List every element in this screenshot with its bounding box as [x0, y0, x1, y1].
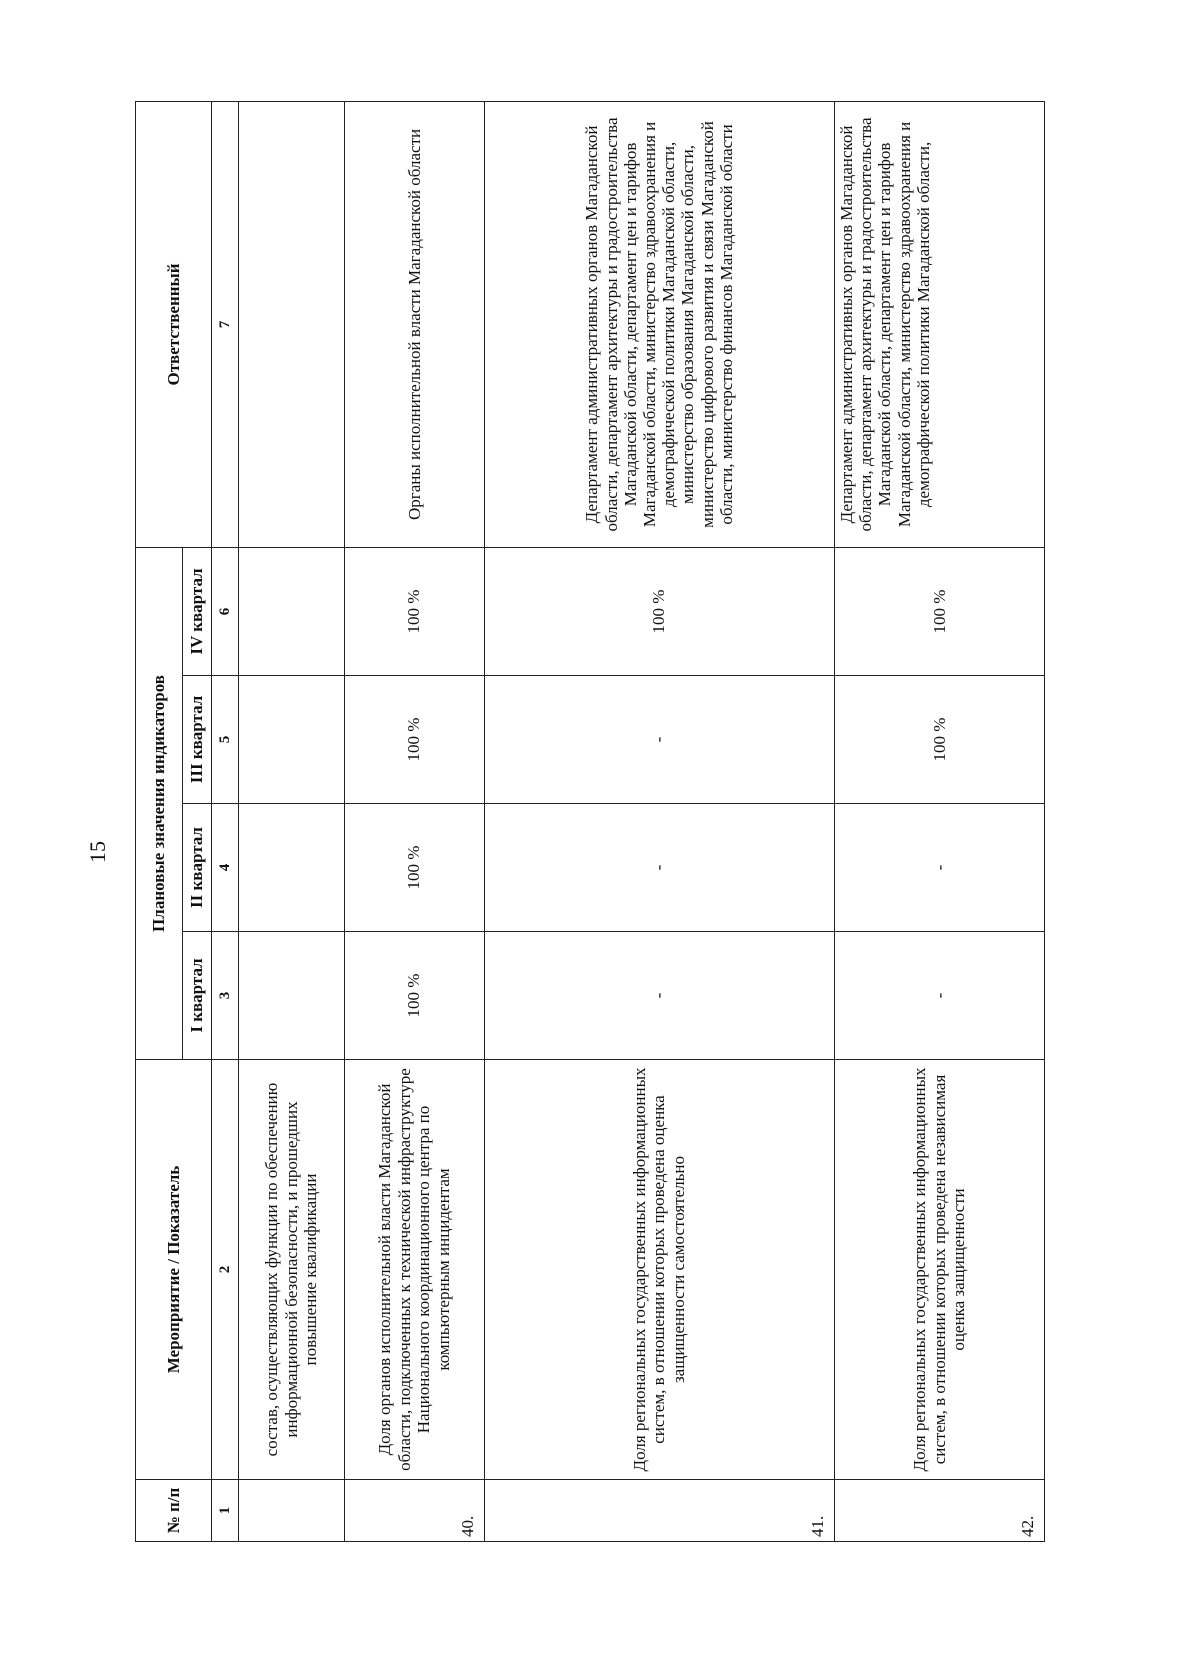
col-number: 3 — [212, 932, 239, 1060]
row-event: Доля региональных государственных информационных систем, в отношении которых проведена оценка защищенности самостоятельно — [484, 1060, 835, 1480]
row-event: Доля органов исполнительной власти Магаданской области, подключенных к технической инфраструктуре Национального координационного центра по компьютерным инцидентам — [344, 1060, 484, 1480]
rotated-table-container — [135, 102, 1045, 1542]
table-row — [484, 101, 835, 1541]
col-number: 1 — [212, 1480, 239, 1542]
row-q4: 100 % — [835, 547, 1045, 675]
row-q2: - — [484, 804, 835, 932]
row-q1: - — [484, 932, 835, 1060]
row-responsible: Органы исполнительной власти Магаданской области — [344, 101, 484, 547]
column-number-row — [212, 101, 239, 1541]
row-event: состав, осуществляющих функции по обеспечению информационной безопасности, и прошедших повышение квалификации — [239, 1060, 344, 1480]
row-q1: 100 % — [344, 932, 484, 1060]
row-number: 42. — [835, 1480, 1045, 1542]
row-q1 — [239, 932, 344, 1060]
row-q3: - — [484, 676, 835, 804]
table-row — [835, 101, 1045, 1541]
row-q3: 100 % — [835, 676, 1045, 804]
row-q3 — [239, 676, 344, 804]
row-number: 40. — [344, 1480, 484, 1542]
table-row — [239, 101, 344, 1541]
col-number: 6 — [212, 547, 239, 675]
row-responsible — [239, 101, 344, 547]
header-event: Мероприятие / Показатель — [136, 1060, 212, 1480]
row-responsible: Департамент административных органов Магаданской области, департамент архитектуры и градостроительства Магаданской области, департамент цен и тарифов Магаданской области, министерство здравоохранения и демографической политики Магаданской области, — [835, 101, 1045, 547]
col-number: 5 — [212, 676, 239, 804]
header-responsible: Ответственный — [136, 101, 212, 547]
row-q2: - — [835, 804, 1045, 932]
row-q2: 100 % — [344, 804, 484, 932]
row-number — [239, 1480, 344, 1542]
indicators-table — [135, 101, 1045, 1542]
row-q2 — [239, 804, 344, 932]
col-number: 4 — [212, 804, 239, 932]
row-q4: 100 % — [484, 547, 835, 675]
header-plan: Плановые значения индикаторов — [136, 547, 183, 1059]
row-event: Доля региональных государственных информационных систем, в отношении которых проведена независимая оценка защищенности — [835, 1060, 1045, 1480]
header-q3: III квартал — [183, 676, 212, 804]
row-q1: - — [835, 932, 1045, 1060]
col-number: 2 — [212, 1060, 239, 1480]
table-row — [344, 101, 484, 1541]
row-responsible: Департамент административных органов Магаданской области, департамент архитектуры и градостроительства Магаданской области, департамент цен и тарифов Магаданской области, министерство здравоохранения и демографической политики Магаданской области, министерство образования Магаданской области, министерство цифрового развития и связи Магаданской области, министерство финансов Магаданской области — [484, 101, 835, 547]
header-q4: IV квартал — [183, 547, 212, 675]
col-number: 7 — [212, 101, 239, 547]
row-q3: 100 % — [344, 676, 484, 804]
header-q1: I квартал — [183, 932, 212, 1060]
header-num: № п/п — [136, 1480, 212, 1542]
page-number: 15 — [85, 841, 110, 863]
header-row — [136, 101, 183, 1541]
row-number: 41. — [484, 1480, 835, 1542]
header-q2: II квартал — [183, 804, 212, 932]
row-q4: 100 % — [344, 547, 484, 675]
row-q4 — [239, 547, 344, 675]
